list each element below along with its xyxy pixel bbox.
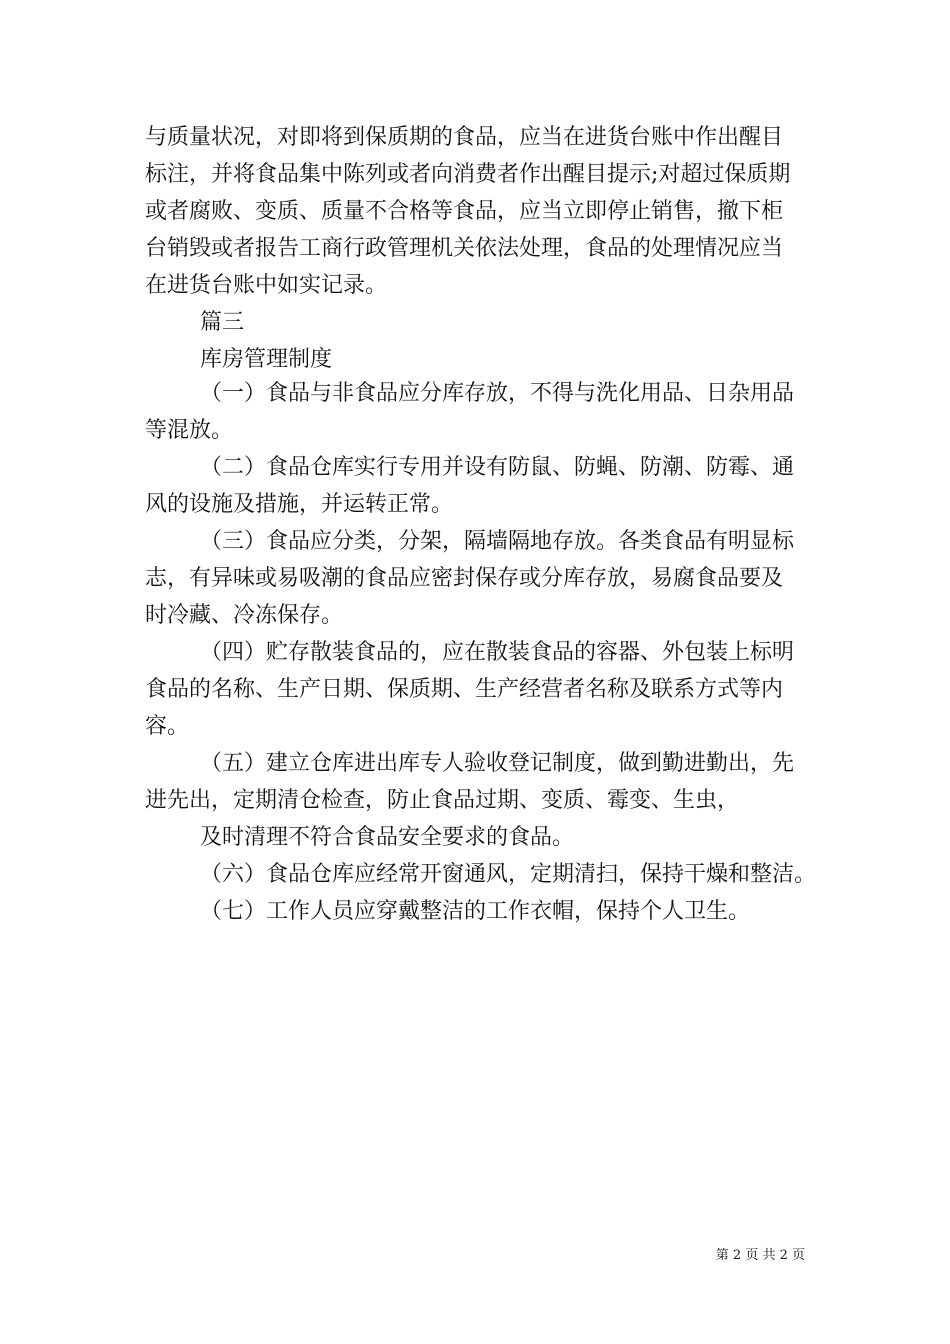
text-line: 时冷藏、冷冻保存。 bbox=[145, 603, 344, 628]
text-line: （一）食品与非食品应分库存放，不得与洗化用品、日杂用品 bbox=[200, 381, 795, 406]
text-line: 进先出，定期清仓检查，防止食品过期、变质、霉变、生虫， bbox=[145, 788, 740, 813]
text-line: 或者腐败、变质、质量不合格等食品，应当立即停止销售，撤下柜 bbox=[145, 199, 784, 224]
section-heading: 篇三 bbox=[200, 310, 245, 335]
text-line: 及时清理不符合食品安全要求的食品。 bbox=[200, 825, 575, 850]
text-line: （六）食品仓库应经常开窗通风，定期清扫，保持干燥和整洁。 bbox=[200, 862, 817, 887]
text-line: （三）食品应分类，分架，隔墙隔地存放。各类食品有明显标 bbox=[200, 529, 795, 554]
text-line: 容。 bbox=[145, 714, 190, 739]
text-line: （四）贮存散装食品的，应在散装食品的容器、外包装上标明 bbox=[200, 640, 795, 665]
text-line: （七）工作人员应穿戴整洁的工作衣帽，保持个人卫生。 bbox=[200, 899, 751, 924]
text-line: 食品的名称、生产日期、保质期、生产经营者名称及联系方式等内 bbox=[145, 677, 784, 702]
text-line: 台销毁或者报告工商行政管理机关依法处理，食品的处理情况应当 bbox=[145, 236, 784, 261]
text-line: 标注，并将食品集中陈列或者向消费者作出醒目提示;对超过保质期 bbox=[145, 162, 791, 187]
text-line: 等混放。 bbox=[145, 418, 234, 443]
text-line: 风的设施及措施，并运转正常。 bbox=[145, 492, 454, 517]
document-title: 库房管理制度 bbox=[200, 347, 333, 372]
text-line: （五）建立仓库进出库专人验收登记制度，做到勤进勤出，先 bbox=[200, 751, 795, 776]
text-line: 志，有异味或易吸潮的食品应密封保存或分库存放，易腐食品要及 bbox=[145, 566, 784, 591]
text-line: （二）食品仓库实行专用并设有防鼠、防蝇、防潮、防霉、通 bbox=[200, 455, 795, 480]
text-line: 与质量状况，对即将到保质期的食品，应当在进货台账中作出醒目 bbox=[145, 125, 784, 150]
page-number-footer: 第 2 页 共 2 页 bbox=[715, 1248, 805, 1263]
text-line: 在进货台账中如实记录。 bbox=[145, 273, 388, 298]
